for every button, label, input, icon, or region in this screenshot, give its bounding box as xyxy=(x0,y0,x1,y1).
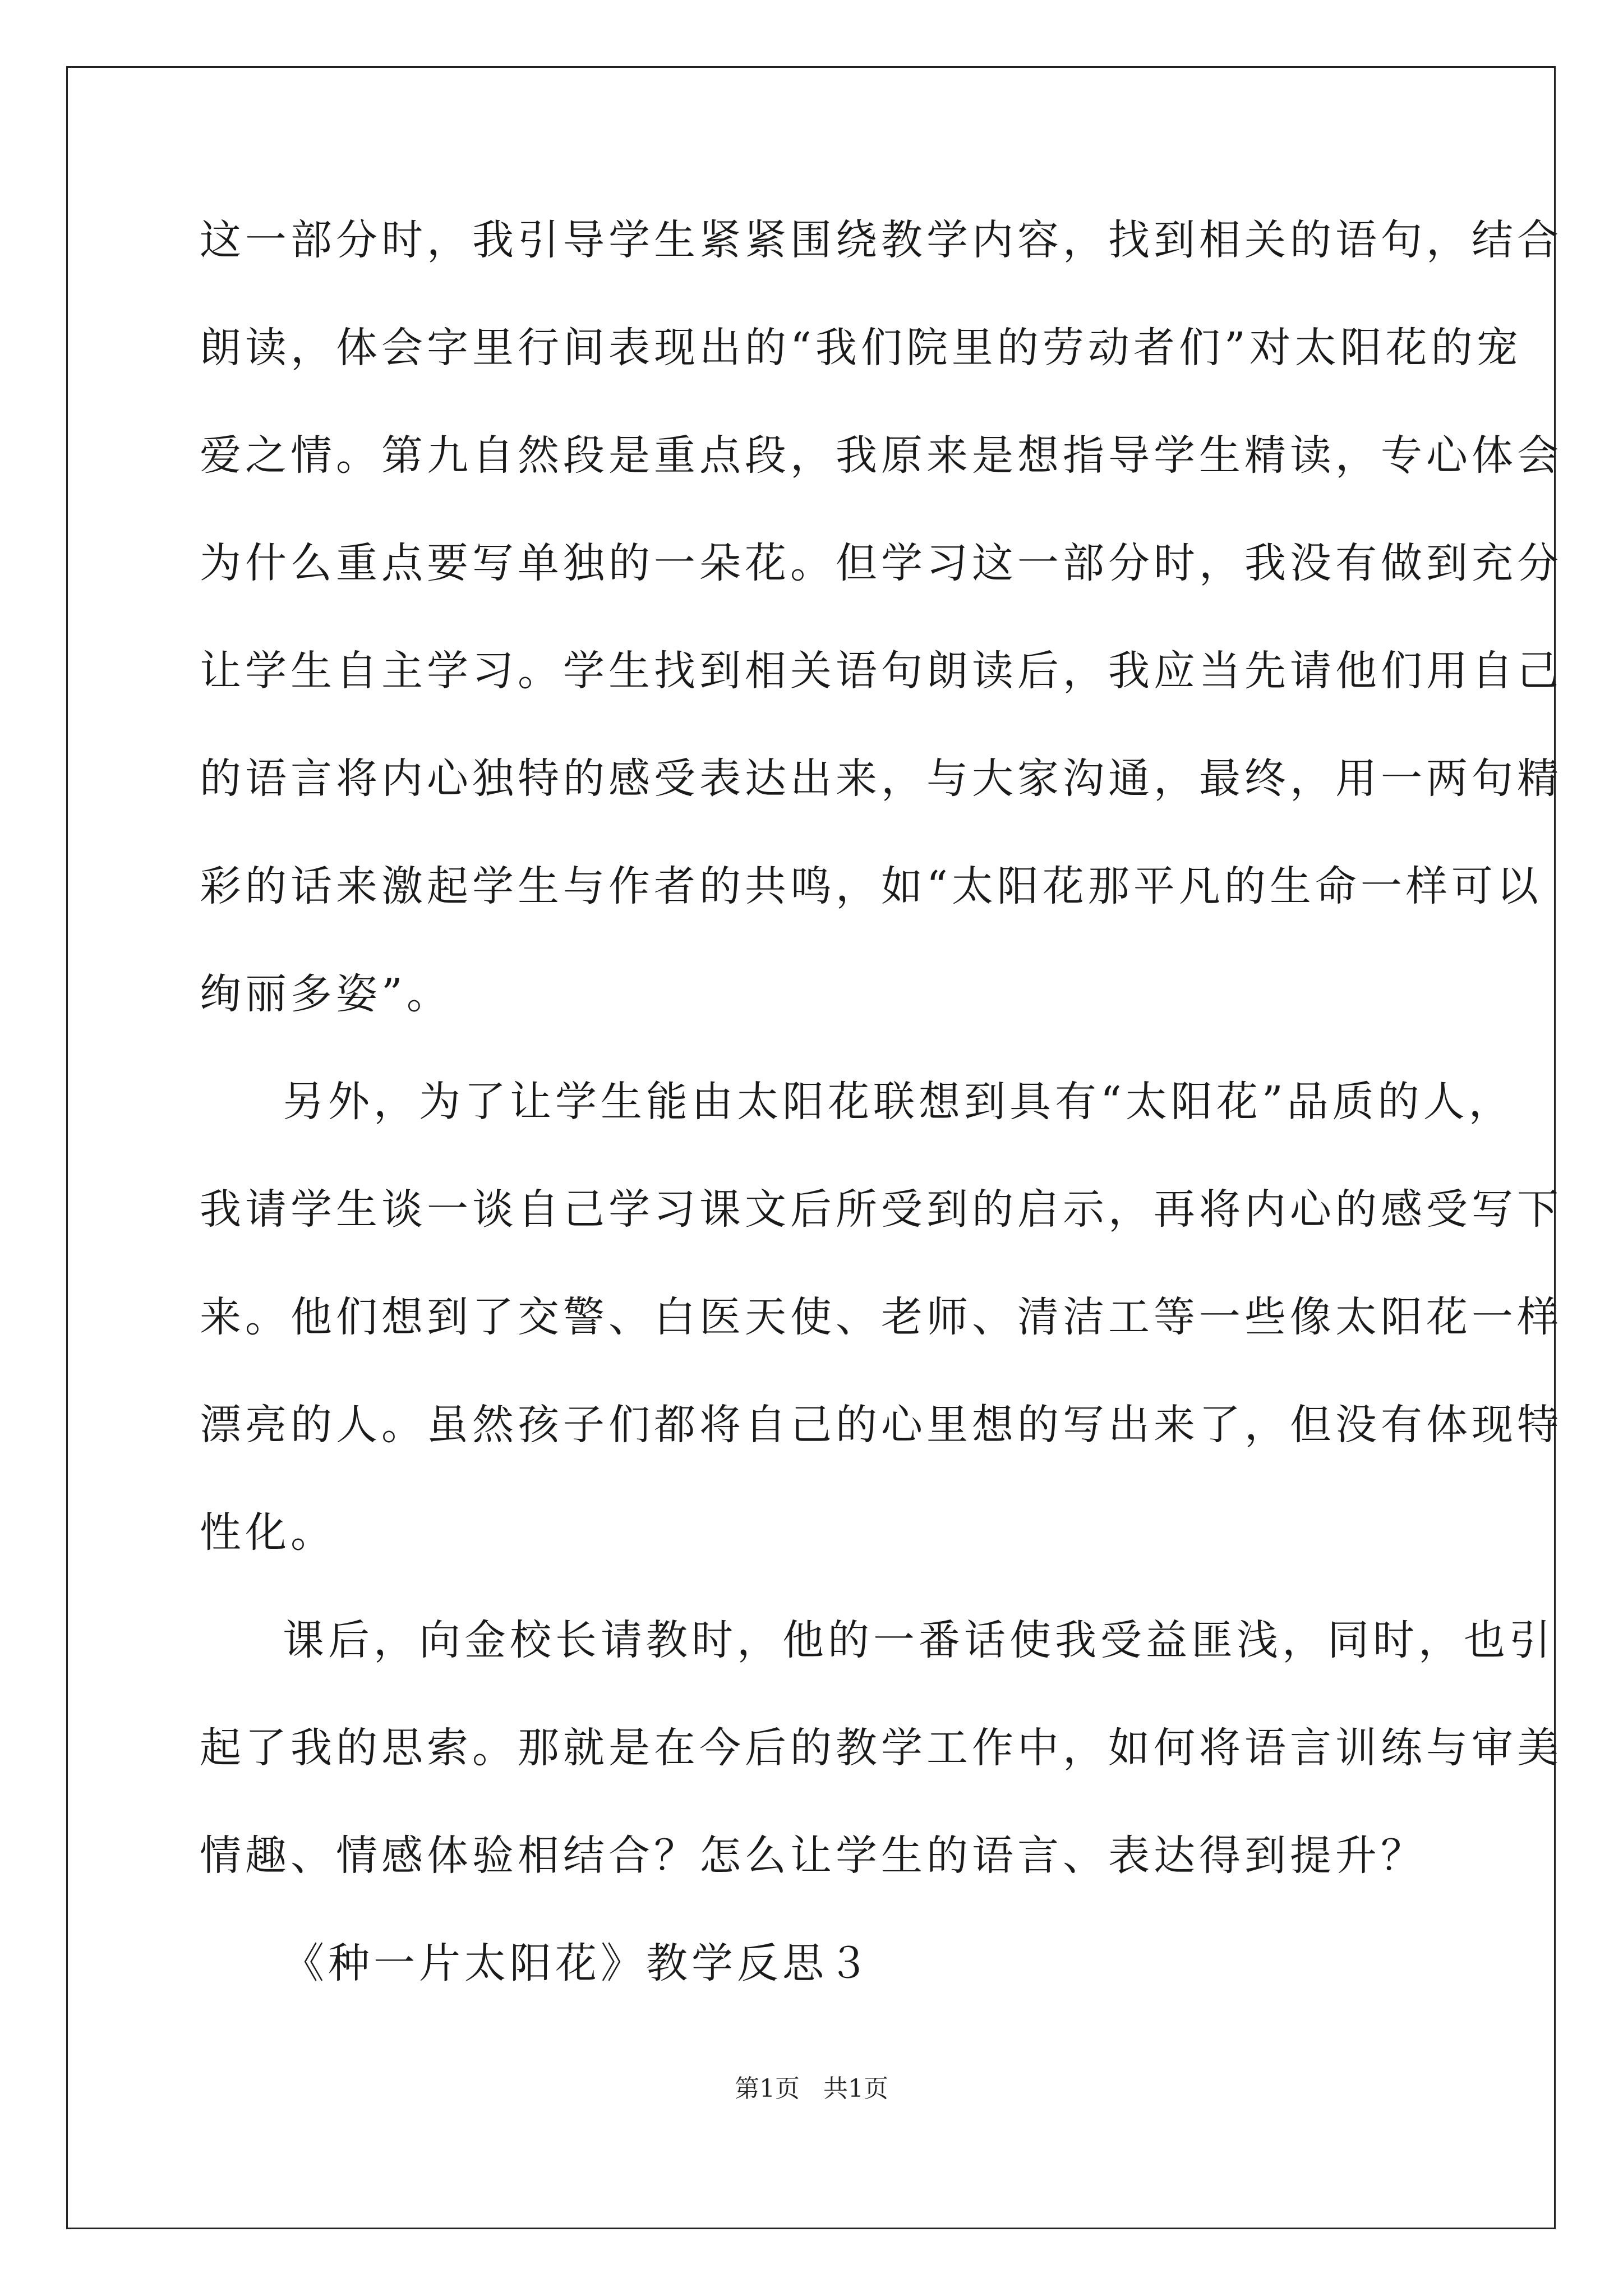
page-total: 共1页 xyxy=(823,2074,888,2103)
text-line: 的语言将内心独特的感受表达出来，与大家沟通，最终，用一两句精 xyxy=(200,754,1562,803)
text-line: 性化。 xyxy=(200,1508,336,1557)
text-line: 彩的话来激起学生与作者的共鸣，如“太阳花那平凡的生命一样可以 xyxy=(200,862,1542,910)
text-line: 起了我的思索。那就是在今后的教学工作中，如何将语言训练与审美 xyxy=(200,1724,1562,1772)
text-line: 另外，为了让学生能由太阳花联想到具有“太阳花”品质的人， xyxy=(283,1078,1514,1126)
text-line: 这一部分时，我引导学生紧紧围绕教学内容，找到相关的语句，结合 xyxy=(200,216,1562,264)
text-line: 让学生自主学习。学生找到相关语句朗读后，我应当先请他们用自己 xyxy=(200,647,1562,695)
text-line: 绚丽多姿”。 xyxy=(200,970,452,1018)
text-line: 爱之情。第九自然段是重点段，我原来是想指导学生精读，专心体会 xyxy=(200,431,1562,480)
text-line: 来。他们想到了交警、白医天使、老师、清洁工等一些像太阳花一样 xyxy=(200,1293,1562,1341)
text-line: 我请学生谈一谈自己学习课文后所受到的启示，再将内心的感受写下 xyxy=(200,1185,1562,1234)
page-footer xyxy=(0,2073,1623,2105)
text-line: 课后，向金校长请教时，他的一番话使我受益匪浅，同时，也引 xyxy=(283,1616,1555,1664)
text-line: 漂亮的人。虽然孩子们都将自己的心里想的写出来了，但没有体现特 xyxy=(200,1401,1562,1449)
section-heading: 《种一片太阳花》教学反思３ xyxy=(283,1939,873,1987)
page-number: 第1页 xyxy=(735,2074,800,2103)
text-line: 情趣、情感体验相结合？怎么让学生的语言、表达得到提升？ xyxy=(200,1832,1426,1880)
text-line: 为什么重点要写单独的一朵花。但学习这一部分时，我没有做到充分 xyxy=(200,539,1562,587)
text-line: 朗读，体会字里行间表现出的“我们院里的劳动者们”对太阳花的宠 xyxy=(200,324,1522,372)
document-body xyxy=(200,213,1562,2044)
